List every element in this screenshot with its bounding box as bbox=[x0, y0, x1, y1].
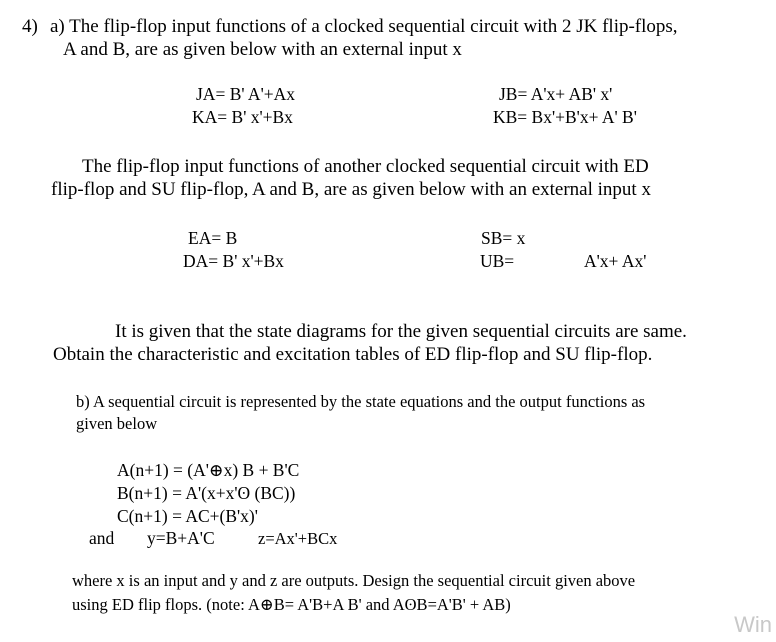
part-a-intro-line2: A and B, are as given below with an external input x bbox=[63, 39, 462, 60]
equation-ea: EA= B bbox=[188, 228, 238, 248]
equation-ja: JA= B' A'+Ax bbox=[196, 84, 295, 104]
given-line2: Obtain the characteristic and excitation tables of ED flip-flop and SU flip-flop. bbox=[53, 344, 653, 365]
state-equation-a: A(n+1) = (A'⊕x) B + B'C bbox=[117, 460, 300, 480]
output-z: z=Ax'+BCx bbox=[258, 529, 338, 548]
watermark-text: Win bbox=[734, 612, 772, 637]
state-equation-c: C(n+1) = AC+(B'x)' bbox=[117, 506, 258, 526]
part-b-intro-line2: given below bbox=[76, 414, 158, 433]
equation-da: DA= B' x'+Bx bbox=[183, 251, 284, 271]
equation-kb: KB= Bx'+B'x+ A' B' bbox=[493, 107, 637, 127]
equation-ub-label: UB= bbox=[480, 251, 515, 271]
ed-su-intro-line2: flip-flop and SU flip-flop, A and B, are as given below with an external input x bbox=[51, 179, 651, 200]
equation-ub-expression: A'x+ Ax' bbox=[584, 251, 647, 271]
closing-line2: using ED flip flops. (note: A⊕B= A'B+A B' and AʘB=A'B' + AB) bbox=[72, 595, 511, 614]
part-a-intro-line1: a) The flip-flop input functions of a clocked sequential circuit with 2 JK flip-flops, bbox=[50, 16, 678, 37]
given-line1: It is given that the state diagrams for the given sequential circuits are same. bbox=[115, 321, 687, 342]
equation-jb: JB= A'x+ AB' x' bbox=[499, 84, 613, 104]
state-equation-b: B(n+1) = A'(x+x'ʘ (BC)) bbox=[117, 483, 296, 503]
closing-line1: where x is an input and y and z are outputs. Design the sequential circuit given above bbox=[72, 571, 636, 590]
output-y: y=B+A'C bbox=[147, 528, 215, 548]
equation-sb: SB= x bbox=[481, 228, 526, 248]
and-word: and bbox=[89, 528, 115, 548]
question-number: 4) bbox=[22, 16, 38, 37]
ed-su-intro-line1: The flip-flop input functions of another clocked sequential circuit with ED bbox=[82, 156, 649, 177]
equation-ka: KA= B' x'+Bx bbox=[192, 107, 293, 127]
part-b-intro-line1: b) A sequential circuit is represented by the state equations and the output functions as bbox=[76, 392, 646, 411]
